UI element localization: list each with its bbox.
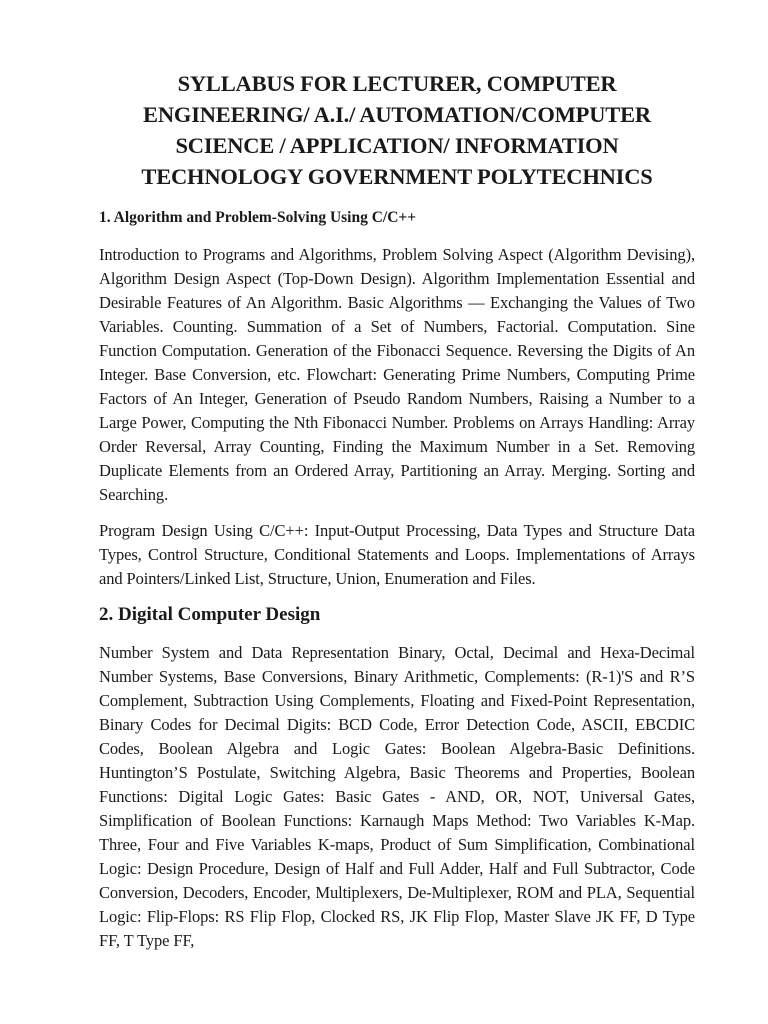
section-heading: 1. Algorithm and Problem-Solving Using C/C++ [99,209,417,226]
section-heading: 2. Digital Computer Design [99,604,321,625]
document-page [99,68,695,965]
section-paragraph: Introduction to Programs and Algorithms, Problem Solving Aspect (Algorithm Devising), Algorithm Design Aspect (Top-Down Design). Algorithm Implementation Essential and Desirable Features of An Algorithm. Basic Algorithms — Exchanging the Values of Two Variables. Counting. Summation of a Set of Numbers, Factorial. Computation. Sine Function Computation. Generation of the Fibonacci Sequence. Reversing the Digits of An Integer. Base Conversion, etc. Flowchart: Generating Prime Numbers, Computing Prime Factors of An Integer, Generation of Pseudo Random Numbers, Raising a Number to a Large Power, Computing the Nth Fibonacci Number. Problems on Arrays Handling: Array Order Reversal, Array Counting, Finding the Maximum Number in a Set. Removing Duplicate Elements from an Ordered Array, Partitioning an Array. Merging. Sorting and Searching. [99,245,695,504]
section-paragraph: Number System and Data Representation Binary, Octal, Decimal and Hexa-Decimal Number Systems, Base Conversions, Binary Arithmetic, Complements: (R-1)'S and R’S Complement, Subtraction Using Complements, Floating and Fixed-Point Representation, Binary Codes for Decimal Digits: BCD Code, Error Detection Code, ASCII, EBCDIC Codes, Boolean Algebra and Logic Gates: Boolean Algebra-Basic Definitions. Huntington’S Postulate, Switching Algebra, Basic Theorems and Properties, Boolean Functions: Digital Logic Gates: Basic Gates - AND, OR, NOT, Universal Gates, Simplification of Boolean Functions: Karnaugh Maps Method: Two Variables K-Map. Three, Four and Five Variables K-maps, Product of Sum Simplification, Combinational Logic: Design Procedure, Design of Half and Full Adder, Half and Full Subtractor, Code Conversion, Decoders, Encoder, Multiplexers, De-Multiplexer, ROM and PLA, Sequential Logic: Flip-Flops: RS Flip Flop, Clocked RS, JK Flip Flop, Master Slave JK FF, D Type FF, T Type FF, [99,643,695,950]
document-title: SYLLABUS FOR LECTURER, COMPUTER ENGINEERING/ A.I./ AUTOMATION/COMPUTER SCIENCE / APPLICATION/ INFORMATION TECHNOLOGY GOVERNMENT POLYTECHNICS [141,71,653,189]
section-algorithm-problem-solving [99,206,695,591]
section-digital-computer-design [99,603,695,953]
section-paragraph: Program Design Using C/C++: Input-Output Processing, Data Types and Structure Data Types, Control Structure, Conditional Statements and Loops. Implementations of Arrays and Pointers/Linked List, Structure, Union, Enumeration and Files. [99,521,695,588]
